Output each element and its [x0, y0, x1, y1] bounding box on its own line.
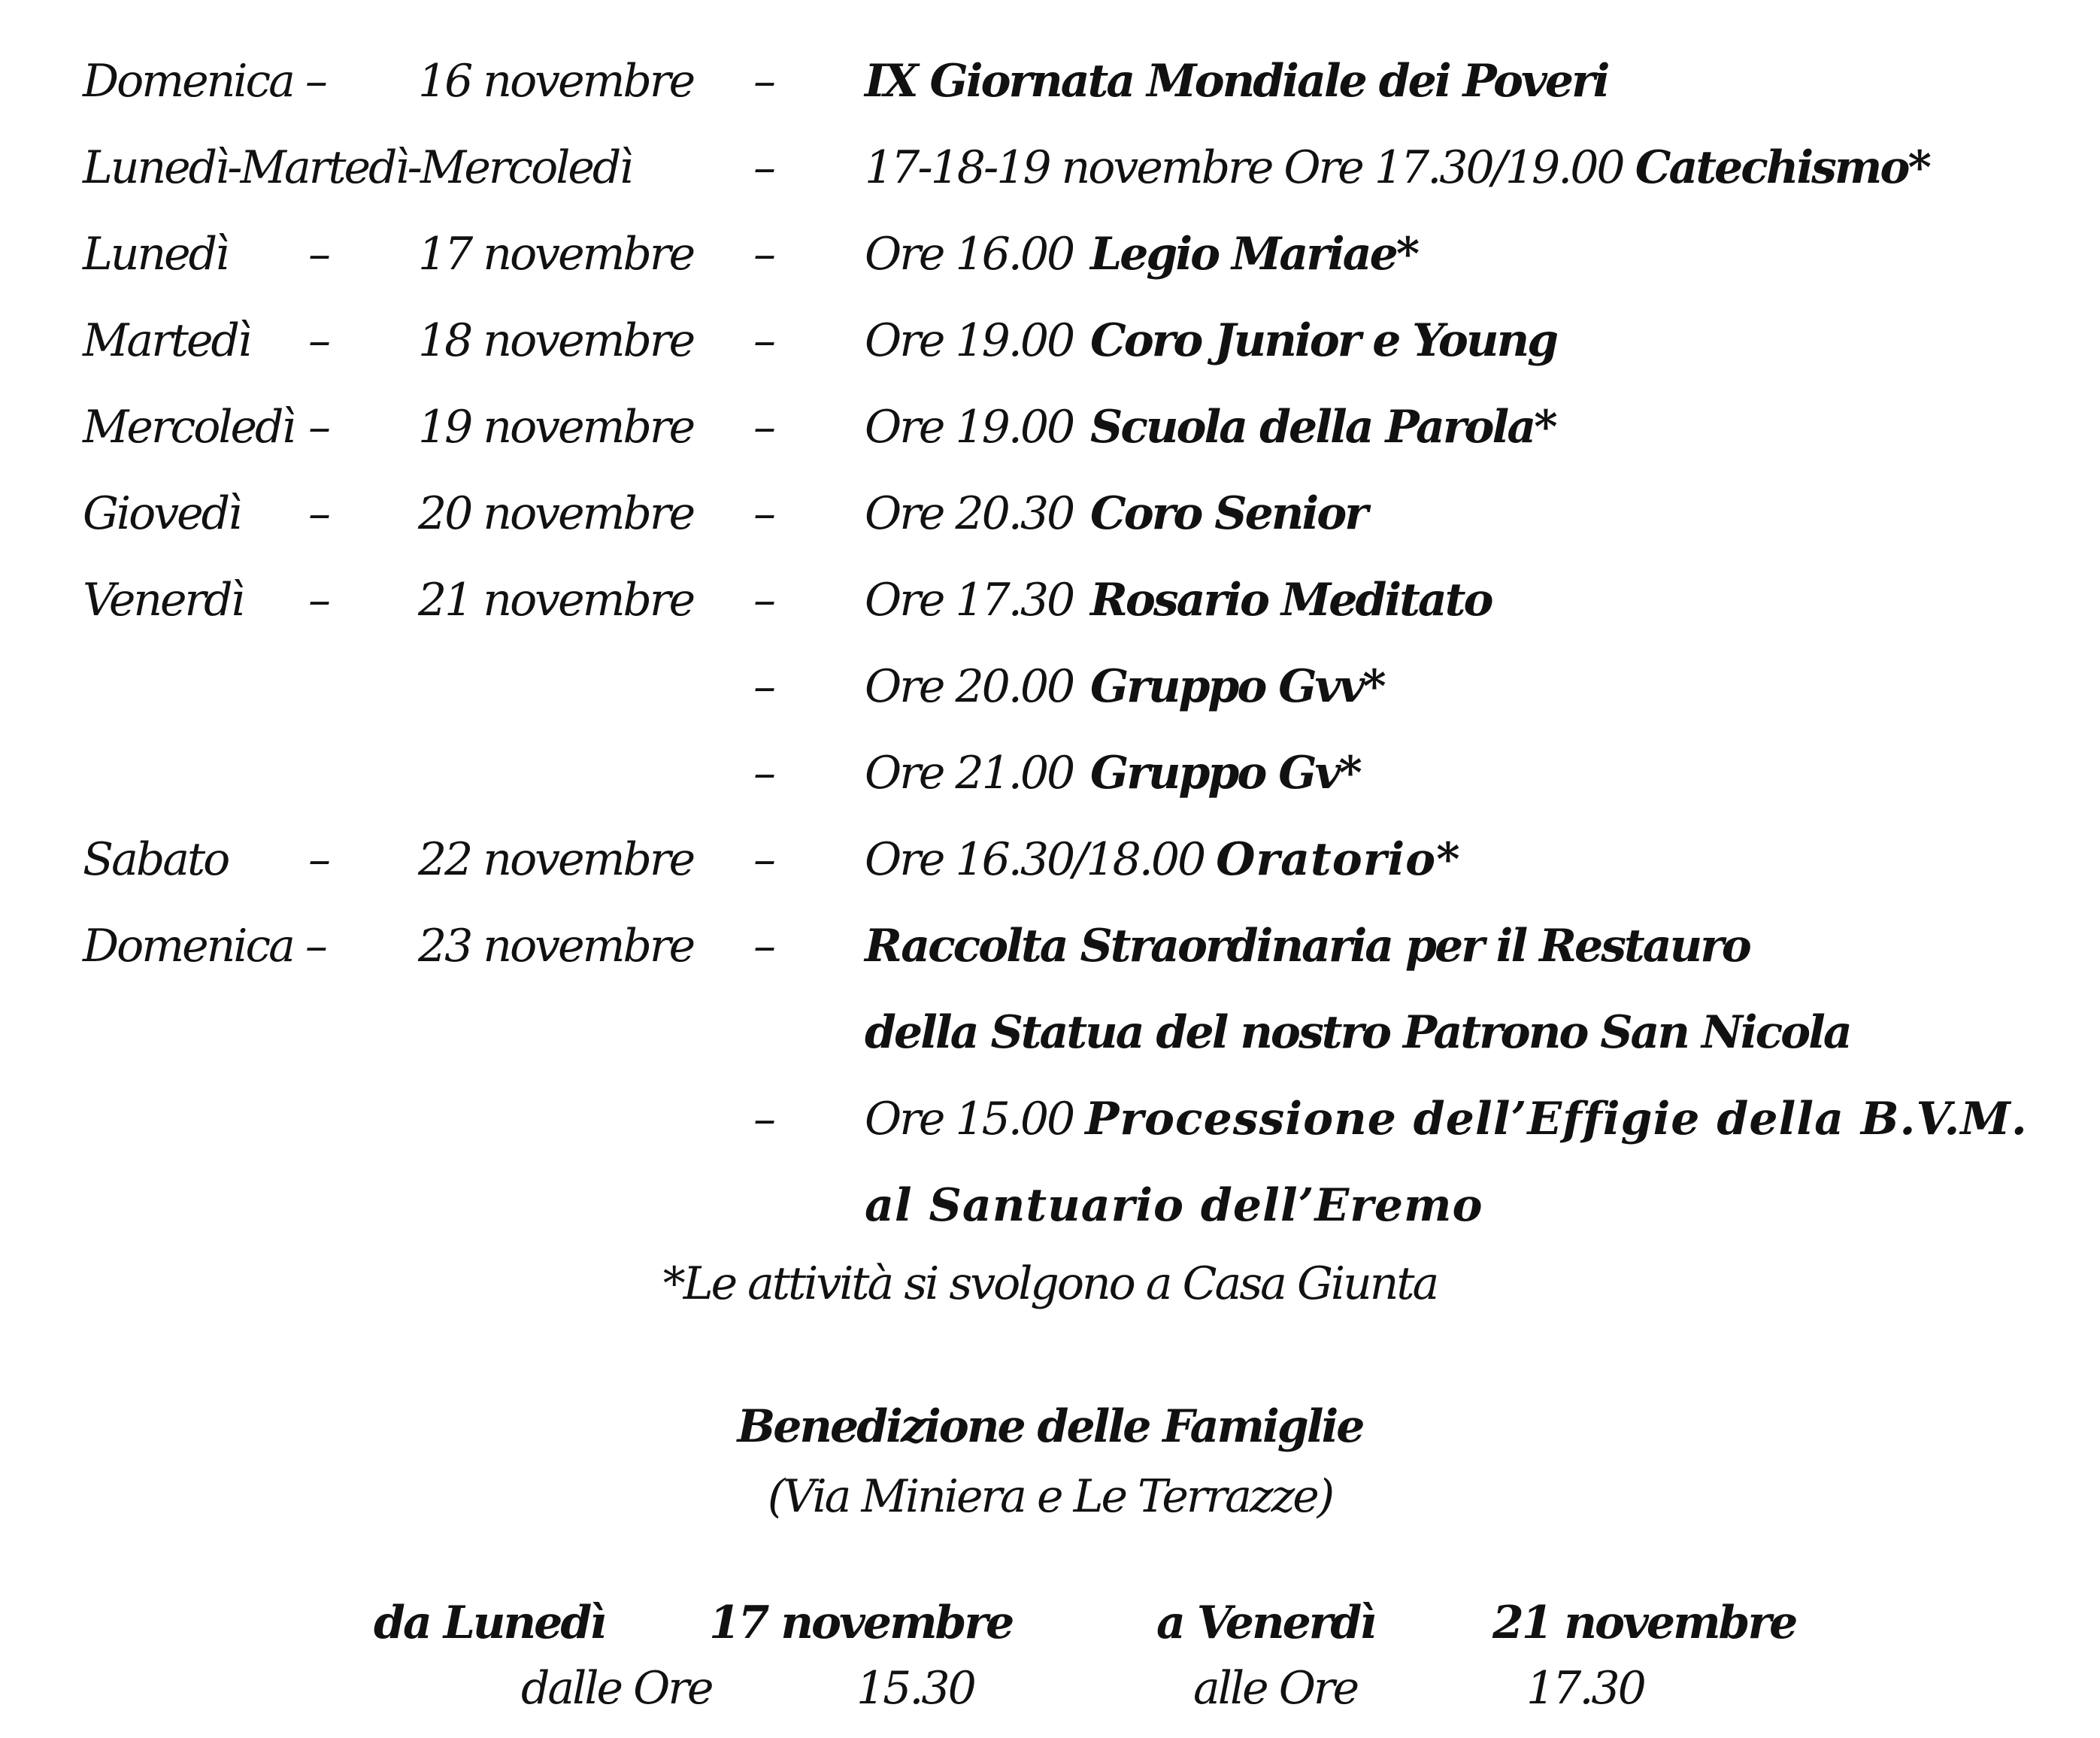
venue-note: *Le attività si svolgono a Casa Giunta — [662, 1257, 1438, 1310]
blessing-from-label: da Lunedì — [374, 1597, 605, 1649]
activity-label: IX Giornata Mondiale dei Poveri — [865, 55, 1608, 108]
date-label: 20 novembre — [418, 487, 694, 540]
day-label: Domenica – — [83, 920, 326, 972]
separator-dash: – — [308, 487, 329, 540]
date-label: 23 novembre — [418, 920, 694, 972]
time-activity-group — [865, 1081, 2028, 1157]
separator-dash: – — [753, 833, 774, 886]
day-label: Martedì — [83, 314, 250, 367]
time-activity-group — [865, 130, 1929, 205]
separator-dash: – — [753, 574, 774, 626]
activity-label: Processione dell’Effigie della B.V.M. — [1085, 1093, 2028, 1145]
time-label: Ore 19.00 — [865, 401, 1074, 453]
time-label: Ore 20.30 — [865, 487, 1074, 540]
separator-dash: – — [753, 660, 774, 713]
time-activity-group — [865, 822, 1461, 897]
activity-label: Coro Junior e Young — [1090, 314, 1557, 367]
blessing-to-label: a Venerdì — [1156, 1597, 1375, 1649]
time-label: Ore 16.30/18.00 — [865, 833, 1205, 886]
separator-dash: – — [753, 141, 774, 194]
separator-dash: – — [308, 314, 329, 367]
activity-label: Raccolta Straordinaria per il Restauro — [865, 920, 1750, 972]
activity-label: Oratorio* — [1216, 833, 1461, 886]
blessing-end-label: alle Ore — [1193, 1662, 1358, 1715]
activity-label: Coro Senior — [1090, 487, 1366, 540]
activity-label: Rosario Meditato — [1090, 574, 1492, 626]
activity-label: della Statua del nostro Patrono San Nicola — [865, 1006, 1850, 1059]
blessing-from-date: 17 novembre — [709, 1597, 1013, 1649]
separator-dash: – — [753, 401, 774, 453]
separator-dash: – — [753, 228, 774, 281]
separator-dash: – — [308, 228, 329, 281]
separator-dash: – — [308, 574, 329, 626]
blessing-to-date: 21 novembre — [1492, 1597, 1796, 1649]
date-label: 18 novembre — [418, 314, 694, 367]
separator-dash: – — [308, 833, 329, 886]
date-label: 21 novembre — [418, 574, 694, 626]
activity-label: Gruppo Gvv* — [1090, 660, 1384, 713]
date-label: 22 novembre — [418, 833, 694, 886]
separator-dash: – — [753, 920, 774, 972]
day-label: Venerdì — [83, 574, 243, 626]
time-label: Ore 19.00 — [865, 314, 1074, 367]
separator-dash: – — [753, 1093, 774, 1145]
day-label: Mercoledì — [83, 401, 294, 453]
activity-label: Legio Mariae* — [1090, 228, 1418, 281]
time-label: Ore 20.00 — [865, 660, 1074, 713]
time-label: 17-18-19 novembre Ore 17.30/19.00 — [865, 141, 1623, 194]
time-label: Ore 21.00 — [865, 747, 1074, 799]
day-label: Giovedì — [83, 487, 241, 540]
activity-label: Scuola della Parola* — [1090, 401, 1556, 453]
separator-dash: – — [308, 401, 329, 453]
blessing-start-time: 15.30 — [856, 1662, 974, 1715]
separator-dash: – — [753, 487, 774, 540]
date-label: 16 novembre — [418, 55, 694, 108]
blessing-subtitle: (Via Miniera e Le Terrazze) — [767, 1470, 1333, 1523]
separator-dash: – — [753, 747, 774, 799]
blessing-title: Benedizione delle Famiglie — [737, 1400, 1363, 1453]
date-label: 17 novembre — [418, 228, 694, 281]
time-label: Ore 16.00 — [865, 228, 1074, 281]
activity-label: al Santuario dell’Eremo — [865, 1179, 1483, 1232]
time-label: Ore 17.30 — [865, 574, 1074, 626]
time-label: Ore 15.00 — [865, 1093, 1074, 1145]
blessing-start-label: dalle Ore — [521, 1662, 712, 1715]
separator-dash: – — [753, 55, 774, 108]
day-label: Lunedì-Martedì-Mercoledì — [83, 141, 632, 194]
activity-label: Catechismo* — [1635, 141, 1929, 194]
date-label: 19 novembre — [418, 401, 694, 453]
blessing-end-time: 17.30 — [1526, 1662, 1644, 1715]
day-label: Sabato — [83, 833, 229, 886]
day-label: Domenica – — [83, 55, 326, 108]
day-label: Lunedì — [83, 228, 228, 281]
separator-dash: – — [753, 314, 774, 367]
activity-label: Gruppo Gv* — [1090, 747, 1360, 799]
